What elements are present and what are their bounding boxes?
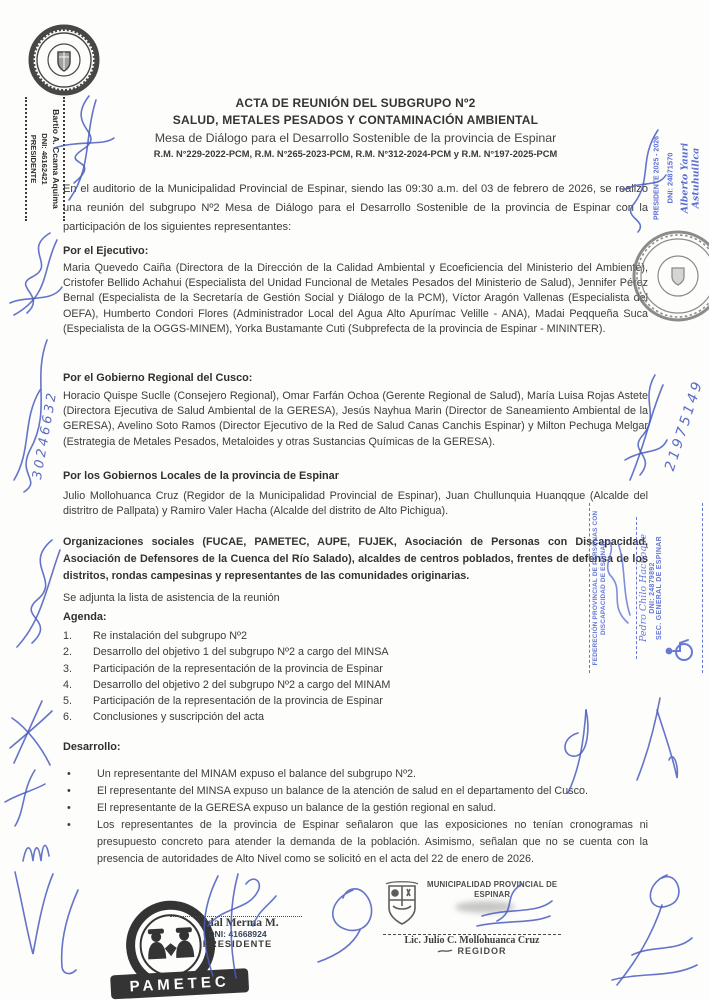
wheelchair-icon	[665, 635, 700, 665]
agenda-item-text: Re instalación del subgrupo Nº2	[93, 630, 247, 642]
agenda-item	[63, 661, 648, 677]
signature-federacion	[600, 535, 636, 635]
bullet-icon: •	[67, 784, 71, 797]
handwritten-number-left: 30246632	[30, 389, 61, 481]
bullet-text: Un representante del MINAM expuso el balance del subgrupo Nº2.	[97, 768, 417, 780]
signature-bottom-right	[592, 860, 707, 1000]
agenda-item	[63, 677, 648, 693]
regional-paragraph: Horacio Quispe Suclle (Consejero Regional), Omar Farfán Ochoa (Gerente Regional de Salud), María Luisa Rojas Astete (Directora Ejecutiva de Salud Ambiental de la GERESA), Jesús Nayhua Marin (Director de Saneamiento Ambiental de la GERESA), Avelino Soto Ramos (Director Ejecutivo de la Red de Salud Canas Canchis Espinar) y Milton Pechuga Melgar (Estrategia de Metales Pesados, Metaloides y otras Sustancias Químicas de la GERESA).	[63, 390, 648, 448]
ejecutivo-paragraph: Maria Quevedo Caiña (Directora de la Dirección de la Calidad Ambiental y Ecoeficiencia del Ministerio del Ambiente), Cristofer Bellido Achahui (Especialista del Unidad Funcional de Metales Pesados del Ministerio de Salud), Jennifer Pérez Bernal (Especialista de la Secretaría de Gestión Social y Diálogo de la PCM), Víctor Aragón Vallenas (Especialista del OEFA), Humberto Condori Flores (Administrador Local del Agua Alto Apurímac Velille - ANA), Madai Peqqueña Suca (Especialista de la OGGS-MINEM), Yorka Bustamante Cuti (Subprefecta de la provincia de Espinar - MININTER).	[63, 262, 648, 335]
coat-of-arms-icon	[383, 880, 421, 930]
stamp-president-role: PRESIDENTE	[29, 134, 38, 184]
section-heading-regional: Por el Gobierno Regional del Cusco:	[63, 372, 253, 384]
agenda-item-number: 6.	[63, 711, 73, 724]
agenda-item-text: Desarrollo del objetivo 1 del subgrupo Nº2 a cargo del MINSA	[93, 646, 389, 659]
federacion-sec-dni: DNI: 24879892	[649, 562, 656, 614]
document-resolutions: R.M. N°229-2022-PCM, R.M. N°265-2023-PCM, R.M. N°312-2024-PCM y R.M. N°197-2025-PCM	[153, 148, 558, 159]
agenda-item-text: Desarrollo del objetivo 2 del subgrupo Nº2 a cargo del MINAM	[93, 678, 391, 691]
federacion-org-line2: DISCAPACIDAD DE ESPINAR	[600, 541, 607, 635]
pametec-president-role: PRESIDENTE	[202, 939, 273, 949]
signature-left-3	[2, 525, 72, 655]
bullet-item	[63, 800, 648, 817]
municipalidad-regidor-name: Lic. Julio C. Mollohuanca Cruz	[404, 935, 540, 946]
organizaciones-paragraph: Organizaciones sociales (FUCAE, PAMETEC, AUPE, FUJEK, Asociación de Personas con Discapacidad, Asociación de Defensores de la Cuenca del Río Salado), alcaldes de centros poblados, frentes de defensa de los distritos, rondas campesinas y representantes de las comunidades originarias.	[63, 536, 648, 582]
stamp-alberto-name: Alberto Yauri Astuhuillca	[679, 142, 702, 214]
signature-alberto	[598, 120, 673, 240]
document-title-line1: ACTA DE REUNIÓN DEL SUBGRUPO Nº2	[235, 96, 476, 110]
section-heading-locales: Por los Gobiernos Locales de la provincia de Espinar	[63, 470, 339, 482]
stamp-president-name: Bartio A. Ccama Aquima	[51, 109, 61, 209]
bullet-icon: •	[67, 768, 71, 780]
signature-left-4	[2, 693, 57, 773]
agenda-item-number: 2.	[63, 646, 73, 659]
pametec-org-label: PAMETEC	[129, 973, 231, 996]
signature-vidal	[158, 866, 298, 986]
signature-top-left	[34, 88, 119, 208]
federacion-stamp	[589, 503, 701, 673]
federacion-sec-name: Pedro Chilo Hachoque	[636, 517, 649, 659]
bullet-text: Los representantes de la provincia de Espinar señalaron que las exposiciones no tenían cronogramas ni presupuesto concreto para atender la demanda de la población. Asimismo, señalan que no se cuenta con la presencia de autoridades de Alto Nivel como se solicitó en el acta del 22 de enero de 2026.	[97, 818, 648, 865]
signature-left-5	[0, 762, 50, 832]
bullet-text: El representante de la GERESA expuso un balance de la gestión regional en salud.	[97, 801, 497, 814]
intro-paragraph: En el auditorio de la Municipalidad Provincial de Espinar, siendo las 09:30 a.m. del 03 de febrero de 2026, se realizó una reunión del subgrupo Nº2 Mesa de Diálogo para el Desarrollo Sostenible de la provincia de Espinar con la participación de los siguientes representantes:	[63, 183, 648, 233]
municipalidad-org-line1: MUNICIPALIDAD PROVINCIAL DE	[427, 880, 558, 889]
stamp-alberto-dni: DNI: 24871570	[665, 152, 675, 204]
municipalidad-regidor-role: REGIDOR	[457, 946, 507, 956]
organizaciones-note: Se adjunta la lista de asistencia de la reunión	[63, 592, 280, 604]
agenda-item-text: Conclusiones y suscripción del acta	[93, 711, 265, 724]
agenda-item-number: 3.	[63, 662, 73, 675]
agenda-item	[63, 628, 648, 644]
signature-right-middle	[615, 360, 675, 490]
round-seal-icon	[630, 224, 709, 328]
bullet-item	[63, 817, 648, 868]
section-heading-ejecutivo: Por el Ejecutivo:	[63, 245, 149, 257]
agenda-item-text: Participación de la representación de la provincia de Espinar	[93, 695, 383, 708]
federacion-sec-role: SEC. GENERAL DE ESPINAR	[656, 536, 663, 641]
agenda-item	[63, 644, 648, 660]
locales-paragraph: Julio Mollohuanca Cruz (Regidor de la Municipalidad Provincial de Espinar), Juan Chullunquia Huanqque (Alcalde del distritro de Pallpata) y Ramiro Valer Hacha (Alcalde del distrito de Alto Pichigua).	[63, 490, 648, 518]
bullet-icon: •	[67, 818, 71, 831]
section-heading-desarrollo: Desarrollo:	[63, 741, 121, 753]
stamp-alberto-role: PRESIDENTE 2025 - 2026	[653, 135, 661, 221]
arrow-scribble-icon	[437, 947, 453, 955]
signature-left-8	[48, 882, 86, 982]
pametec-president-name: Vidal Merma M.	[196, 917, 279, 929]
round-seal-right	[630, 224, 709, 333]
handwritten-number-right: 21975149	[662, 377, 707, 473]
bullet-icon: •	[67, 801, 71, 814]
title-block	[63, 95, 648, 161]
agenda-item-number: 5.	[63, 695, 73, 708]
agenda-item-number: 1.	[63, 630, 73, 642]
agenda-item-text: Participación de la representación de la provincia de Espinar	[93, 662, 383, 675]
document-title-line2: SALUD, METALES PESADOS Y CONTAMINACIÓN AMBIENTAL	[172, 112, 539, 127]
signature-municipal	[462, 876, 557, 938]
agenda-item-number: 4.	[63, 678, 73, 691]
bullet-text: El representante del MINSA expuso un balance de la atención de salud en el departamento del Cusco.	[97, 784, 588, 797]
stamp-president-dni: DNI: 46162421	[40, 133, 49, 185]
pametec-president-dni: DNI: 41668924	[208, 929, 267, 939]
signature-left-1	[2, 225, 67, 320]
document-subtitle: Mesa de Diálogo para el Desarrollo Sostenible de la provincia de Espinar	[154, 130, 557, 145]
signature-right-lower-1	[550, 698, 605, 798]
federacion-org-line1: FEDERECIÓN PROVINCIAL DE PERSONAS CON	[592, 510, 599, 666]
signature-right-lower-2	[625, 690, 685, 790]
section-heading-agenda: Agenda:	[63, 611, 107, 623]
municipalidad-org-line2: ESPINAR	[474, 889, 511, 899]
